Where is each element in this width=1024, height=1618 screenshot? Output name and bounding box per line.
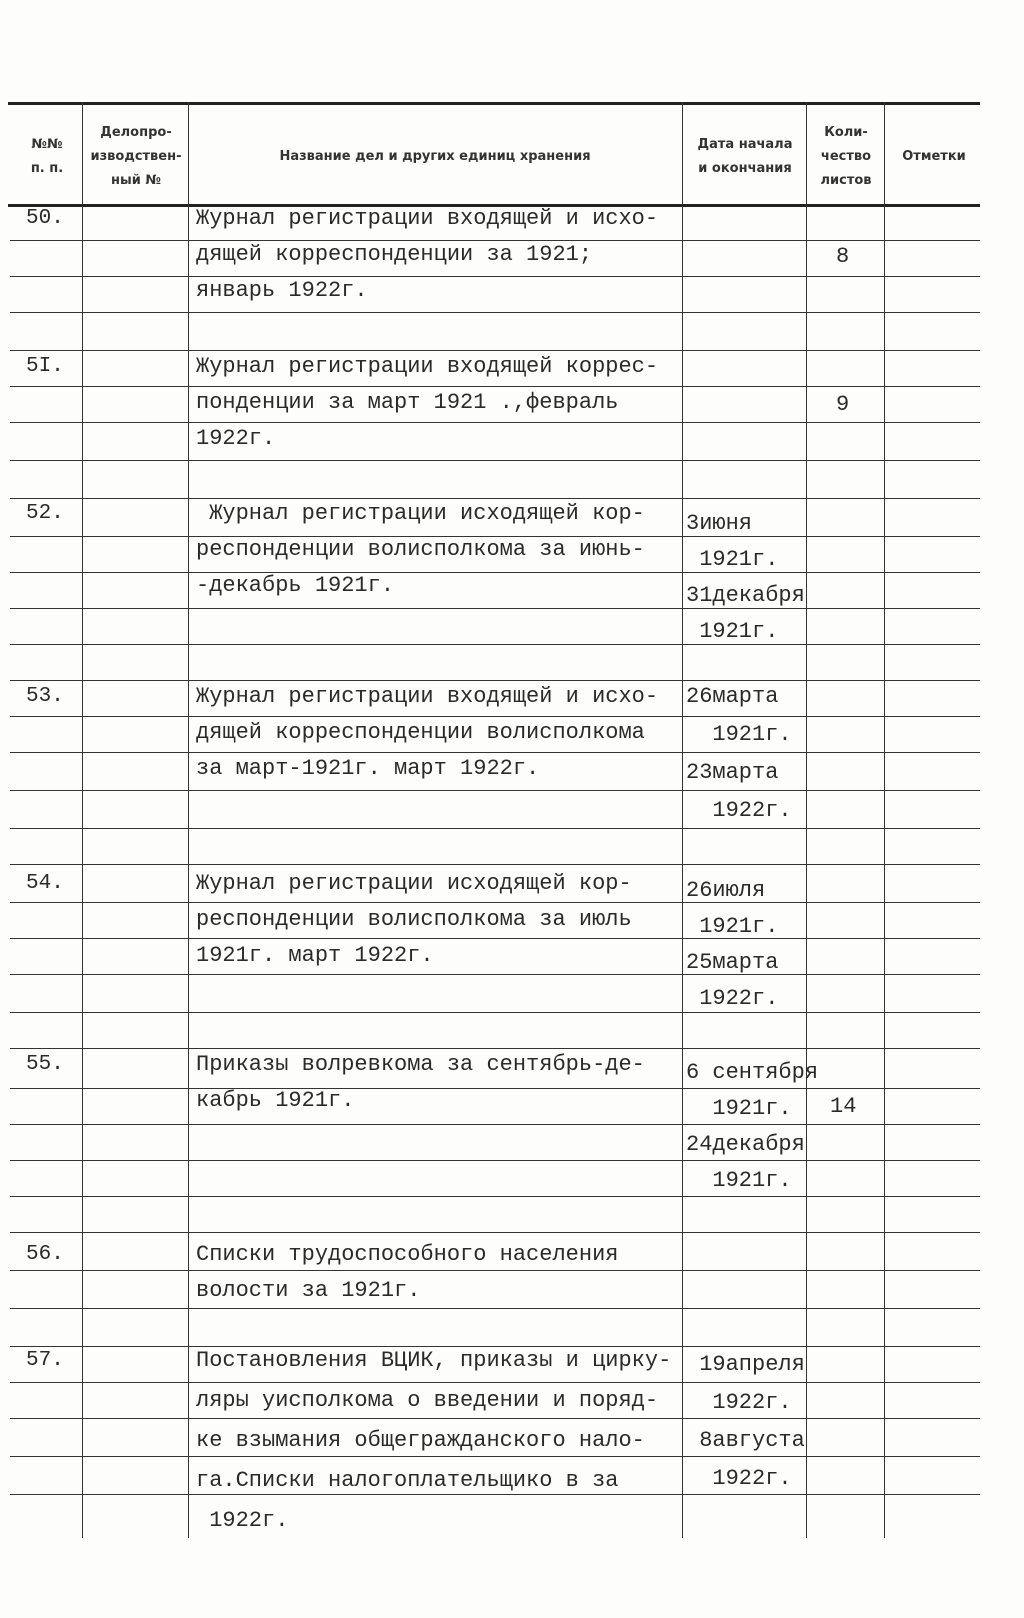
header-col-sheets: Коли- чество листов xyxy=(820,125,872,188)
row-rule xyxy=(10,240,980,241)
entry-title-line: волости за 1921г. xyxy=(196,1278,421,1303)
row-rule xyxy=(10,644,980,645)
entry-title-line: 1921г. март 1922г. xyxy=(196,943,434,968)
row-rule xyxy=(10,312,980,313)
entry-date-line: 3июня xyxy=(686,511,753,536)
row-rule xyxy=(10,1088,980,1089)
entry-title-line: Постановления ВЦИК, приказы и цирку- xyxy=(196,1348,672,1373)
entry-sheet-count: 14 xyxy=(830,1094,857,1119)
entry-date-line: 26марта xyxy=(686,684,779,709)
row-rule xyxy=(10,938,980,939)
row-rule xyxy=(10,498,980,499)
entry-title-line: Журнал регистрации исходящей кор- xyxy=(196,871,632,896)
row-rule xyxy=(10,386,980,387)
row-rule xyxy=(10,572,980,573)
entry-title-line: респонденции волисполкома за июнь- xyxy=(196,537,645,562)
column-rule xyxy=(884,102,885,1538)
entry-date-line: 25марта xyxy=(686,950,779,975)
row-rule xyxy=(10,1308,980,1309)
row-rule xyxy=(8,102,980,105)
entry-title-line: Журнал регистрации входящей и исхо- xyxy=(196,206,659,231)
row-rule xyxy=(10,864,980,865)
entry-date-line: 31декабря xyxy=(686,583,805,608)
entry-date-line: 1921г. xyxy=(686,1168,792,1193)
row-rule xyxy=(10,422,980,423)
row-rule xyxy=(10,1232,980,1233)
row-rule xyxy=(10,1494,980,1495)
row-rule xyxy=(10,1124,980,1125)
row-rule xyxy=(10,790,980,791)
row-rule xyxy=(10,716,980,717)
entry-date-line: 1922г. xyxy=(686,798,792,823)
header-col-number: №№ п. п. xyxy=(30,137,64,176)
entry-title-line: Списки трудоспособного населения xyxy=(196,1242,619,1267)
entry-date-line: 1921г. xyxy=(686,619,779,644)
entry-date-line: 6 сентября xyxy=(686,1060,819,1085)
row-rule xyxy=(10,828,980,829)
row-rule xyxy=(10,1418,980,1419)
row-rule xyxy=(10,680,980,681)
entry-date-line: 26июля xyxy=(686,878,766,903)
entry-number: 54. xyxy=(26,872,64,895)
row-rule xyxy=(10,902,980,903)
entry-date-line: 1921г. xyxy=(686,722,792,747)
row-rule xyxy=(10,1048,980,1049)
entry-title-line: понденции за март 1921 .,февраль xyxy=(196,390,619,415)
entry-title-line: -декабрь 1921г. xyxy=(196,573,395,598)
entry-title-line: дящей корреспонденции волисполкома xyxy=(196,720,645,745)
entry-date-line: 8августа xyxy=(686,1428,805,1453)
row-rule xyxy=(10,350,980,351)
entry-date-line: 1922г. xyxy=(686,1466,792,1491)
row-rule xyxy=(10,608,980,609)
entry-number: 56. xyxy=(26,1243,64,1266)
entry-date-line: 23марта xyxy=(686,760,779,785)
row-rule xyxy=(10,1196,980,1197)
entry-title-line: Журнал регистрации входящей коррес- xyxy=(196,354,659,379)
entry-number: 57. xyxy=(26,1349,64,1372)
entry-number: 52. xyxy=(26,502,64,525)
header-col-office-number: Делопро- изводствен- ный № xyxy=(90,125,182,188)
header-col-dates: Дата начала и окончания xyxy=(697,137,793,176)
column-rule xyxy=(82,102,83,1538)
row-rule xyxy=(10,974,980,975)
column-rule xyxy=(806,102,807,1538)
entry-number: 50. xyxy=(26,207,64,230)
entry-title-line: кабрь 1921г. xyxy=(196,1088,355,1113)
entry-title-line: Журнал регистрации входящей и исхо- xyxy=(196,684,659,709)
entry-date-line: 1922г. xyxy=(686,986,779,1011)
entry-title-line: за март-1921г. март 1922г. xyxy=(196,756,540,781)
header-col-notes: Отметки xyxy=(902,149,966,164)
entry-title-line: ляры уисполкома о введении и поряд- xyxy=(196,1388,659,1413)
header-col-title: Название дел и других единиц хранения xyxy=(279,149,591,164)
row-rule xyxy=(10,276,980,277)
row-rule xyxy=(10,1346,980,1347)
row-rule xyxy=(10,1012,980,1013)
entry-number: 53. xyxy=(26,685,64,708)
row-rule xyxy=(10,1160,980,1161)
entry-title-line: Приказы волревкома за сентябрь-де- xyxy=(196,1052,645,1077)
entry-date-line: 19апреля xyxy=(686,1352,805,1377)
entry-date-line: 1921г. xyxy=(686,914,779,939)
row-rule xyxy=(10,752,980,753)
entry-number: 55. xyxy=(26,1053,64,1076)
entry-sheet-count: 8 xyxy=(836,244,850,269)
column-rule xyxy=(188,102,189,1538)
entry-date-line: 1922г. xyxy=(686,1390,792,1415)
row-rule xyxy=(10,460,980,461)
entry-number: 5I. xyxy=(26,355,64,378)
entry-title-line: респонденции волисполкома за июль xyxy=(196,907,632,932)
entry-title-line: дящей корреспонденции за 1921; xyxy=(196,242,593,267)
entry-date-line: 24декабря xyxy=(686,1132,805,1157)
row-rule xyxy=(10,1382,980,1383)
entry-title-line: январь 1922г. xyxy=(196,278,368,303)
entry-sheet-count: 9 xyxy=(836,392,850,417)
entry-title-line: ке взымания общегражданского нало- xyxy=(196,1428,645,1453)
column-rule xyxy=(682,102,683,1538)
row-rule xyxy=(10,1456,980,1457)
entry-title-line: 1922г. xyxy=(196,426,276,451)
entry-title-line: Журнал регистрации исходящей кор- xyxy=(196,501,645,526)
entry-date-line: 1921г. xyxy=(686,1096,792,1121)
entry-title-line: 1922г. xyxy=(196,1508,289,1533)
entry-title-line: га.Списки налогоплательщико в за xyxy=(196,1468,619,1493)
entry-date-line: 1921г. xyxy=(686,547,779,572)
row-rule xyxy=(10,1270,980,1271)
